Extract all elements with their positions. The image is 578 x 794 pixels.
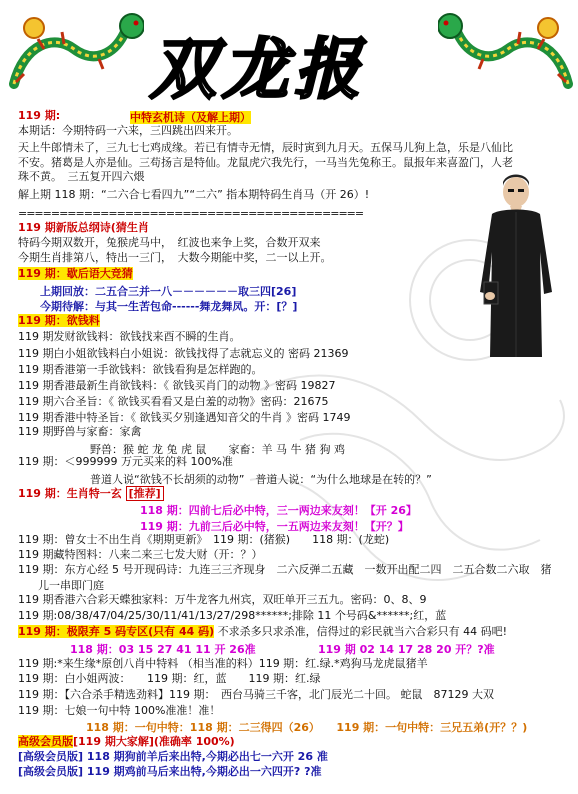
money-line-0: 119 期发财欲钱料：欲钱找来酉不瞬的生肖。 <box>18 330 241 343</box>
section1-line-4: 解上期 118 期：“二六合七看四九”“二六” 指本期特码生肖马（开 26）! <box>18 188 370 201</box>
money-line-5: 119 期香港中特圣旨：《 欲钱买夕别逢遇知音父的牛肖 》密码 1749 <box>18 411 351 424</box>
section2-line-1: 今期生肖排第八，特出一三门， 大数今期能中奖，二一以上开。 <box>18 251 332 264</box>
right-dragon-icon <box>438 4 578 100</box>
divider: ========================================== <box>18 207 364 220</box>
zodiac-line-3: 儿一串即门庭 <box>38 579 104 592</box>
money-line-2: 119 期香港第一手欲钱料：欲钱看狗是怎样跑的。 <box>18 363 263 376</box>
members-line-2: [高级会员版] 119 期鸡前马后来出特,今期必出一六四开? ?准 <box>18 765 322 778</box>
exclusion-row <box>18 625 507 638</box>
section-heading-zodiac: 119 期：生肖特一玄 [推荐] <box>18 487 164 500</box>
members-heading-row <box>18 735 235 748</box>
zodiac-prediction-119: 119 期：九前三后必中特，一五两边来友刻！【开？】 <box>140 520 409 533</box>
exclusion-line-3: 119 期：七娘一句中特 100%准准！准！ <box>18 704 221 717</box>
section1-line-0: 本期话：今期特码一六来，三四跳出四来开。 <box>18 124 238 137</box>
zodiac-line-4: 119 期香港六合彩天蝶独家料：万牛龙客九州宾，双旺单开三五九。密码：0、8、9 <box>18 593 427 606</box>
members-heading-b: [119 期大家解](准确率 100%) <box>73 735 235 748</box>
section2-line-0: 特码今期双数开，兔猴虎马中， 红波也来争上奖，合数开双来 <box>18 236 321 249</box>
zodiac-line-1: 119 期藏特图料：八来二来三七发大财（开：？） <box>18 548 263 561</box>
exclusion-line-0: 119 期:*来生缘*原创八肖中特料 （相当准的料）119 期：红.绿.*鸡狗马龙虎鼠猪羊 <box>18 657 428 670</box>
riddle-review: 上期回放：二五合三并一八－－－－－－取三四[26] <box>40 285 297 298</box>
section1-line-3: 珠不黄。 三五复开四六煨 <box>18 170 145 183</box>
section-heading-riddle: 119 期：歇后语大竞猜 <box>18 267 133 280</box>
section-heading-poem: 中特玄机诗（及解上期） <box>130 111 251 124</box>
issue-label: 119 期: <box>18 109 61 122</box>
exclusion-line-1: 119 期：白小姐两波： 119 期：红，蓝 119 期：红.绿 <box>18 672 321 685</box>
recommend-tag: [推荐] <box>126 486 164 501</box>
zodiac-prediction-118: 118 期：四前七后必中特，三一两边来友刻！【开 26】 <box>140 504 417 517</box>
members-line-1: [高级会员版] 118 期狗前羊后来出特,今期必出七一六开 26 准 <box>18 750 328 763</box>
riddle-line: 普道人说“欲钱不长胡须的动物” 普道人说：“为什么地球是在转的？” <box>90 473 432 486</box>
exclusion-note: 不求杀多只求杀准，信得过的彩民就当六合彩只有 44 码吧! <box>217 625 508 638</box>
riddle-puzzle: 今期待解：与其一生苦包命------舞龙舞凤。开：[？] <box>40 300 298 313</box>
section-heading-outline: 119 期新版总纲诗(猜生肖 <box>18 221 149 234</box>
exclusion-numbers-118: 118 期：03 15 27 41 11 开 26准 <box>70 643 256 656</box>
section1-line-1: 天上牛郎情未了，三九七七鸡成缘。若已有情寺无情，辰时寅到九月天。五保马儿狗上急，乐是八仙比 <box>18 141 513 154</box>
money-line-3: 119 期香港最新生肖欲钱料：《 欲钱买肖门的动物 》密码 19827 <box>18 379 336 392</box>
section1-line-2: 不安。猪葛是人亦是仙。三苟扬言是特仙。龙鼠虎穴我先行，一马当先兔称王。鼠报年来喜盈门，人老 <box>18 156 513 169</box>
one-sentence-summary: 118 期：一句中特：118 期：二三得四（26） 119 期：一句中特：三兄五弟(开？？) <box>86 721 528 734</box>
money-line-1: 119 期白小姐欲钱料白小姐说：欲钱找得了志就忘义的 密码 21369 <box>18 347 349 360</box>
zodiac-line-5: 119 期:08/38/47/04/25/30/11/41/13/27/298******;排除 11 个号码&******;红，蓝 <box>18 609 447 622</box>
beasts-line: 野兽：猴 蛇 龙 兔 虎 鼠 家畜：羊 马 牛 猪 狗 鸡 <box>90 443 345 456</box>
zodiac-line-0: 119 期：曾女士不出生肖《期期更新》 119 期：(猪猴) 118 期：(龙蛇) <box>18 533 390 546</box>
zodiac-line-2: 119 期：东方心经 5 号开现码诗：九连三三齐现身 二六反弹二五藏 一数开出配二四 二五合数二六取 猪 <box>18 563 552 576</box>
exclusion-numbers-119: 119 期 02 14 17 28 20 开？?准 <box>318 643 495 656</box>
man-portrait-image <box>470 172 562 362</box>
masthead-title: 双龙报 <box>150 30 366 108</box>
money-line-a: 119 期：＜999999 万元买来的料 100%准 <box>18 455 233 468</box>
section-heading-exclusion: 119 期：极限弃 5 码专区(只有 44 码) <box>18 625 215 638</box>
section-heading-money: 119 期：欲钱料 <box>18 314 100 327</box>
money-line-6: 119 期野兽与家畜：家禽 <box>18 425 142 438</box>
members-heading: 高级会员版 <box>18 735 73 748</box>
exclusion-line-2: 119 期：【六合杀手精选劲料】119 期： 西台马骑三千客，北门辰光二十回。 蛇鼠 87129 大双 <box>18 688 494 701</box>
money-line-4: 119 期六合圣旨：《 欲钱买看看又是白羞的动物》密码：21675 <box>18 395 329 408</box>
left-dragon-icon <box>4 4 144 100</box>
